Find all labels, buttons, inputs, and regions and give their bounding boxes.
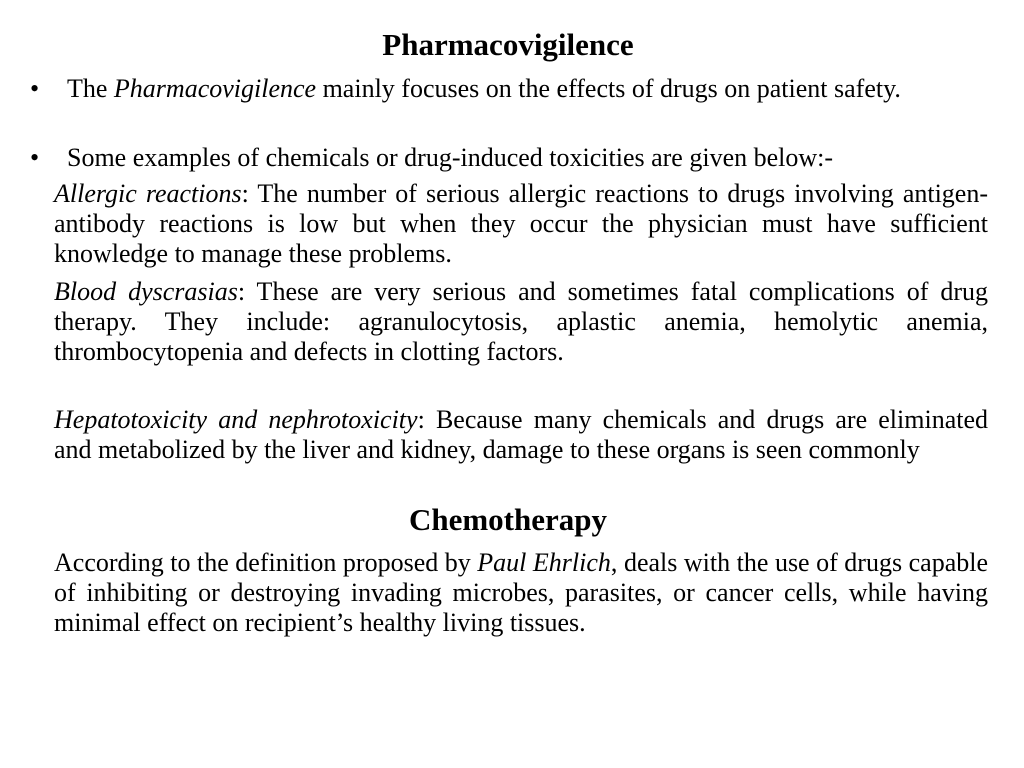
bullet-item (30, 143, 988, 173)
example-allergic-reactions (54, 179, 988, 269)
example-term: Blood dyscrasias (54, 277, 238, 306)
bullet-text: Some examples of chemicals or drug-induced toxicities are given below:- (67, 143, 834, 172)
bullet-marker: • (30, 143, 40, 172)
chemo-text-suffix: , deals with the use of drugs capable of inhibiting or destroying invading microbes, parasites, or cancer cells, while having minimal effect on recipient’s healthy living tissues. (54, 548, 988, 637)
example-body: : These are very serious and sometimes fatal complications of drug therapy. They include: agranulocytosis, aplastic anemia, hemolytic anemia, thrombocytopenia and defects in clotting factors. (54, 277, 988, 366)
bullet-text-suffix: mainly focuses on the effects of drugs on patient safety. (316, 74, 901, 103)
example-body: : Because many chemicals and drugs are eliminated and metabolized by the liver and kidney, damage to these organs is seen commonly (54, 405, 988, 464)
chemo-text-italic: Paul Ehrlich (477, 548, 611, 577)
page-title: Pharmacovigilence (382, 27, 634, 62)
bullet-item (30, 74, 988, 104)
chemotherapy-definition (54, 548, 988, 638)
example-term: Allergic reactions (54, 179, 242, 208)
bullet-text-italic: Pharmacovigilence (113, 74, 317, 103)
chemo-text-prefix: According to the definition proposed by (54, 548, 478, 577)
bullet-text-prefix: The (67, 74, 114, 103)
example-body: : The number of serious allergic reactions to drugs involving antigen-antibody reactions is low but when they occur the physician must have sufficient knowledge to manage these problems. (54, 179, 989, 268)
example-term: Hepatotoxicity and nephrotoxicity (54, 405, 418, 434)
example-hepatotoxicity (54, 405, 988, 465)
section-heading-chemotherapy: Chemotherapy (408, 502, 608, 537)
bullet-marker: • (30, 74, 40, 103)
example-blood-dyscrasias (54, 277, 988, 367)
bullet-text (67, 74, 988, 104)
